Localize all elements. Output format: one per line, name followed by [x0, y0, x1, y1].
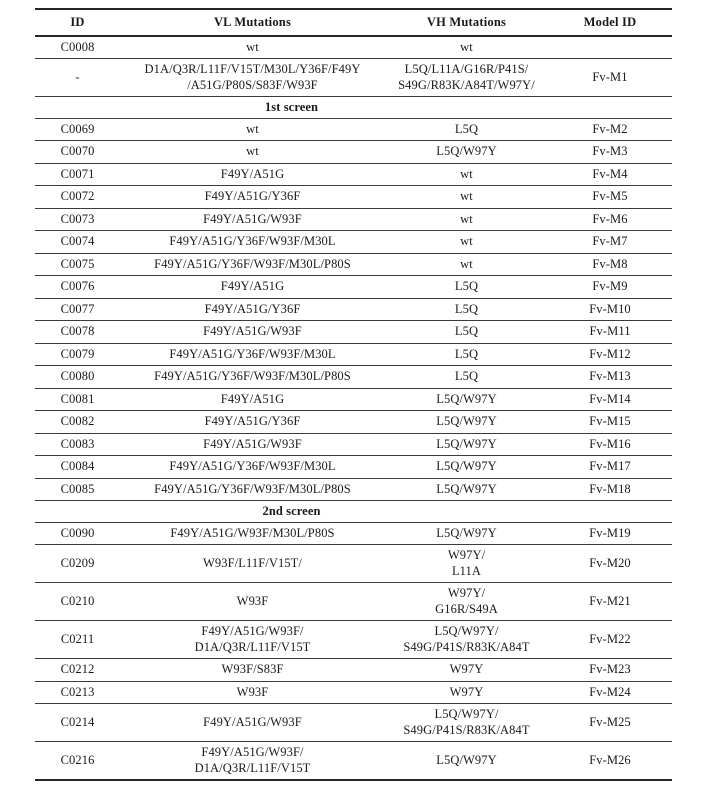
cell-model-id: Fv-M20 [548, 545, 672, 583]
cell-vh-mutations: L5Q [385, 366, 548, 389]
cell-vl-mutations: F49Y/A51G/Y36F/W93F/M30L [120, 231, 385, 254]
table-row [35, 118, 672, 141]
cell-vh-mutations: wt [385, 253, 548, 276]
cell-id: C0210 [35, 583, 120, 621]
table-row [35, 411, 672, 434]
table-row [35, 253, 672, 276]
cell-model-id: Fv-M14 [548, 388, 672, 411]
table-row [35, 231, 672, 254]
cell-vh-mutations: L5Q [385, 118, 548, 141]
cell-vh-mutations: L5Q/W97Y/ S49G/P41S/R83K/A84T [385, 704, 548, 742]
table-row [35, 545, 672, 583]
table-row [35, 208, 672, 231]
section-row [35, 501, 672, 523]
cell-model-id: Fv-M19 [548, 522, 672, 545]
cell-id: C0070 [35, 141, 120, 164]
cell-vl-mutations: F49Y/A51G/Y36F [120, 186, 385, 209]
cell-model-id [548, 36, 672, 59]
section-label: 1st screen [35, 97, 548, 119]
table-row [35, 388, 672, 411]
cell-vh-mutations: wt [385, 36, 548, 59]
cell-vl-mutations: W93F [120, 681, 385, 704]
cell-model-id: Fv-M11 [548, 321, 672, 344]
cell-vl-mutations: F49Y/A51G/W93F/ D1A/Q3R/L11F/V15T [120, 621, 385, 659]
cell-model-id: Fv-M16 [548, 433, 672, 456]
table-row [35, 59, 672, 97]
cell-vl-mutations: W93F/S83F [120, 659, 385, 682]
col-header-model-id: Model ID [548, 9, 672, 36]
cell-id: C0071 [35, 163, 120, 186]
cell-model-id: Fv-M8 [548, 253, 672, 276]
cell-vh-mutations: L5Q/L11A/G16R/P41S/ S49G/R83K/A84T/W97Y/ [385, 59, 548, 97]
cell-model-id: Fv-M18 [548, 478, 672, 501]
cell-model-id: Fv-M17 [548, 456, 672, 479]
table-row [35, 36, 672, 59]
cell-vl-mutations: F49Y/A51G/W93F [120, 433, 385, 456]
col-header-id: ID [35, 9, 120, 36]
cell-vl-mutations: F49Y/A51G/W93F/M30L/P80S [120, 522, 385, 545]
table-row [35, 478, 672, 501]
cell-model-id: Fv-M25 [548, 704, 672, 742]
table-row [35, 522, 672, 545]
cell-vl-mutations: W93F [120, 583, 385, 621]
cell-vl-mutations: F49Y/A51G/Y36F/W93F/M30L/P80S [120, 253, 385, 276]
section-empty-cell [548, 501, 672, 523]
cell-vh-mutations: W97Y [385, 681, 548, 704]
cell-vl-mutations: wt [120, 118, 385, 141]
cell-model-id: Fv-M24 [548, 681, 672, 704]
cell-model-id: Fv-M21 [548, 583, 672, 621]
cell-vl-mutations: wt [120, 141, 385, 164]
cell-id: C0085 [35, 478, 120, 501]
cell-vl-mutations: D1A/Q3R/L11F/V15T/M30L/Y36F/F49Y /A51G/P80S/S83F/W93F [120, 59, 385, 97]
cell-model-id: Fv-M23 [548, 659, 672, 682]
cell-id: C0069 [35, 118, 120, 141]
cell-vl-mutations: F49Y/A51G/W93F [120, 321, 385, 344]
cell-id: C0090 [35, 522, 120, 545]
cell-vl-mutations: F49Y/A51G/W93F [120, 704, 385, 742]
cell-vh-mutations: L5Q/W97Y [385, 456, 548, 479]
table-row [35, 186, 672, 209]
cell-id: C0084 [35, 456, 120, 479]
cell-id: C0081 [35, 388, 120, 411]
table-row [35, 298, 672, 321]
cell-id: C0073 [35, 208, 120, 231]
cell-vh-mutations: L5Q/W97Y [385, 742, 548, 781]
table-row [35, 659, 672, 682]
cell-vl-mutations: W93F/L11F/V15T/ [120, 545, 385, 583]
cell-id: C0075 [35, 253, 120, 276]
cell-vl-mutations: wt [120, 36, 385, 59]
cell-id: C0078 [35, 321, 120, 344]
cell-id: C0212 [35, 659, 120, 682]
table-row [35, 163, 672, 186]
cell-model-id: Fv-M4 [548, 163, 672, 186]
cell-model-id: Fv-M5 [548, 186, 672, 209]
cell-vh-mutations: wt [385, 163, 548, 186]
table-row [35, 343, 672, 366]
cell-vh-mutations: L5Q/W97Y [385, 478, 548, 501]
table-row [35, 141, 672, 164]
cell-vh-mutations: wt [385, 231, 548, 254]
section-empty-cell [548, 97, 672, 119]
cell-model-id: Fv-M7 [548, 231, 672, 254]
cell-vl-mutations: F49Y/A51G/Y36F/W93F/M30L/P80S [120, 366, 385, 389]
cell-model-id: Fv-M22 [548, 621, 672, 659]
cell-model-id: Fv-M13 [548, 366, 672, 389]
table-row [35, 583, 672, 621]
table-row [35, 366, 672, 389]
cell-vl-mutations: F49Y/A51G/Y36F [120, 411, 385, 434]
cell-id: C0080 [35, 366, 120, 389]
col-header-vl-mutations: VL Mutations [120, 9, 385, 36]
cell-vh-mutations: wt [385, 186, 548, 209]
col-header-vh-mutations: VH Mutations [385, 9, 548, 36]
cell-id: C0072 [35, 186, 120, 209]
cell-vh-mutations: W97Y/ L11A [385, 545, 548, 583]
cell-vh-mutations: wt [385, 208, 548, 231]
cell-id: C0082 [35, 411, 120, 434]
cell-model-id: Fv-M10 [548, 298, 672, 321]
cell-vl-mutations: F49Y/A51G [120, 163, 385, 186]
cell-vh-mutations: L5Q [385, 343, 548, 366]
mutations-table [35, 8, 672, 781]
cell-vh-mutations: L5Q/W97Y/ S49G/P41S/R83K/A84T [385, 621, 548, 659]
table-row [35, 681, 672, 704]
cell-vl-mutations: F49Y/A51G/Y36F/W93F/M30L [120, 456, 385, 479]
section-row [35, 97, 672, 119]
cell-model-id: Fv-M3 [548, 141, 672, 164]
cell-id: C0008 [35, 36, 120, 59]
cell-id: C0213 [35, 681, 120, 704]
table-row [35, 456, 672, 479]
cell-id: C0076 [35, 276, 120, 299]
cell-id: C0083 [35, 433, 120, 456]
cell-vh-mutations: L5Q/W97Y [385, 411, 548, 434]
cell-model-id: Fv-M26 [548, 742, 672, 781]
table-row [35, 433, 672, 456]
cell-vl-mutations: F49Y/A51G/W93F [120, 208, 385, 231]
table-row [35, 321, 672, 344]
cell-vl-mutations: F49Y/A51G/W93F/ D1A/Q3R/L11F/V15T [120, 742, 385, 781]
section-label: 2nd screen [35, 501, 548, 523]
cell-vh-mutations: W97Y [385, 659, 548, 682]
cell-vh-mutations: W97Y/ G16R/S49A [385, 583, 548, 621]
cell-vh-mutations: L5Q/W97Y [385, 522, 548, 545]
cell-model-id: Fv-M12 [548, 343, 672, 366]
cell-vl-mutations: F49Y/A51G [120, 276, 385, 299]
cell-vh-mutations: L5Q/W97Y [385, 388, 548, 411]
table-row [35, 276, 672, 299]
table-body [35, 36, 672, 781]
table-row [35, 742, 672, 781]
cell-vh-mutations: L5Q/W97Y [385, 433, 548, 456]
cell-id: C0214 [35, 704, 120, 742]
cell-vh-mutations: L5Q [385, 321, 548, 344]
cell-model-id: Fv-M2 [548, 118, 672, 141]
cell-model-id: Fv-M15 [548, 411, 672, 434]
table-row [35, 621, 672, 659]
cell-vl-mutations: F49Y/A51G/Y36F [120, 298, 385, 321]
cell-vh-mutations: L5Q [385, 298, 548, 321]
cell-id: C0079 [35, 343, 120, 366]
cell-model-id: Fv-M9 [548, 276, 672, 299]
cell-id: C0077 [35, 298, 120, 321]
cell-id: C0209 [35, 545, 120, 583]
header-row [35, 9, 672, 36]
cell-vh-mutations: L5Q/W97Y [385, 141, 548, 164]
cell-id: - [35, 59, 120, 97]
cell-vh-mutations: L5Q [385, 276, 548, 299]
cell-id: C0211 [35, 621, 120, 659]
cell-vl-mutations: F49Y/A51G/Y36F/W93F/M30L [120, 343, 385, 366]
cell-model-id: Fv-M1 [548, 59, 672, 97]
cell-vl-mutations: F49Y/A51G/Y36F/W93F/M30L/P80S [120, 478, 385, 501]
table-row [35, 704, 672, 742]
cell-id: C0216 [35, 742, 120, 781]
cell-model-id: Fv-M6 [548, 208, 672, 231]
cell-vl-mutations: F49Y/A51G [120, 388, 385, 411]
cell-id: C0074 [35, 231, 120, 254]
